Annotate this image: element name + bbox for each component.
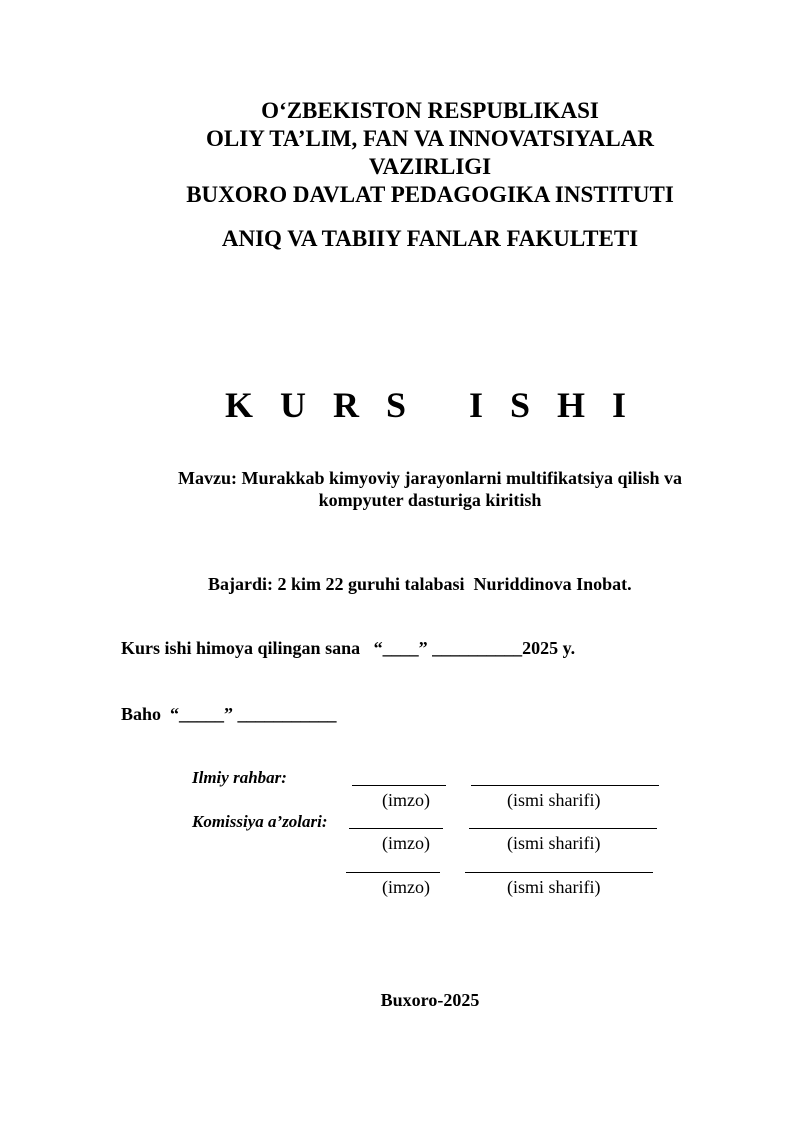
performer-line: Bajardi: 2 kim 22 guruhi talabasi Nuriddinova Inobat. xyxy=(208,574,632,594)
supervisor-signature-line xyxy=(352,785,446,786)
supervisor-name-line xyxy=(471,785,659,786)
commission-1-signature-caption: (imzo) xyxy=(382,833,430,853)
city-year-footer: Buxoro-2025 xyxy=(380,990,480,1010)
topic-line-2: kompyuter dasturiga kiritish xyxy=(318,490,542,510)
header-line-ministry: OLIY TA’LIM, FAN VA INNOVATSIYALAR xyxy=(206,126,654,151)
commission-label: Komissiya a’zolari: xyxy=(192,812,328,831)
defense-date-line: Kurs ishi himoya qilingan sana “____” __________2025 y. xyxy=(121,638,576,658)
document-title: K U R S I S H I xyxy=(224,385,636,425)
supervisor-signature-caption: (imzo) xyxy=(382,790,430,810)
commission-1-signature-line xyxy=(349,828,443,829)
faculty-name: ANIQ VA TABIIY FANLAR FAKULTETI xyxy=(221,226,639,251)
header-line-institute: BUXORO DAVLAT PEDAGOGIKA INSTITUTI xyxy=(186,182,674,207)
grade-line: Baho “_____” ___________ xyxy=(121,704,337,724)
topic-line-1: Mavzu: Murakkab kimyoviy jarayonlarni multifikatsiya qilish va xyxy=(177,468,683,488)
supervisor-name-caption: (ismi sharifi) xyxy=(507,790,601,810)
commission-2-name-line xyxy=(465,872,653,873)
supervisor-label: Ilmiy rahbar: xyxy=(192,768,287,787)
commission-1-name-caption: (ismi sharifi) xyxy=(507,833,601,853)
commission-1-name-line xyxy=(469,828,657,829)
commission-2-signature-line xyxy=(346,872,440,873)
header-line-republic: O‘ZBEKISTON RESPUBLIKASI xyxy=(261,98,599,123)
commission-2-signature-caption: (imzo) xyxy=(382,877,430,897)
header-line-ministry-cont: VAZIRLIGI xyxy=(368,154,492,179)
commission-2-name-caption: (ismi sharifi) xyxy=(507,877,601,897)
